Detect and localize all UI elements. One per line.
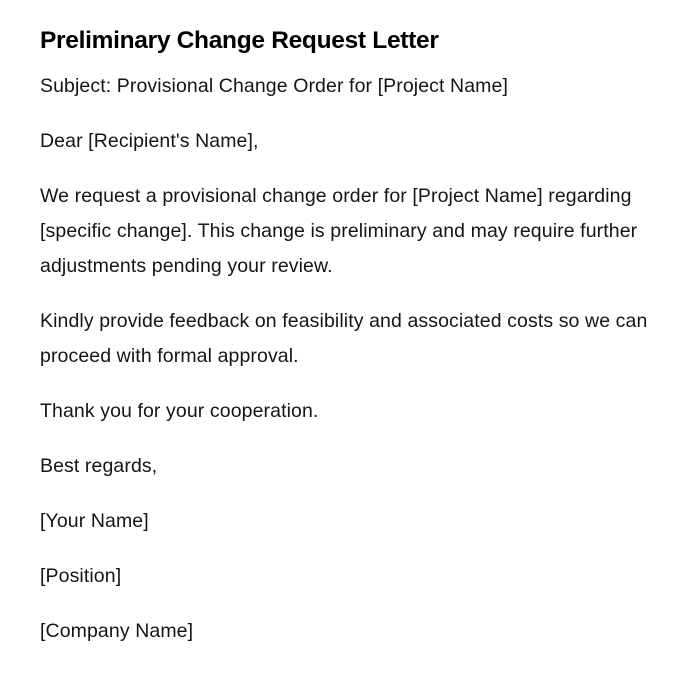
document-title: Preliminary Change Request Letter (40, 27, 439, 54)
body-paragraph-request: We request a provisional change order for [Project Name] regarding [specific change]. This change is preliminary and may require further adjustments pending your review. (40, 185, 638, 277)
subject-line: Subject: Provisional Change Order for [Project Name] (40, 75, 508, 97)
signature-company: [Company Name] (40, 620, 194, 642)
thanks-line: Thank you for your cooperation. (40, 400, 319, 422)
signature-name: [Your Name] (40, 510, 149, 532)
closing-line: Best regards, (40, 455, 158, 477)
salutation: Dear [Recipient's Name], (40, 130, 259, 152)
signature-position: [Position] (40, 565, 122, 587)
body-paragraph-feedback: Kindly provide feedback on feasibility and associated costs so we can proceed with formal approval. (40, 310, 648, 367)
